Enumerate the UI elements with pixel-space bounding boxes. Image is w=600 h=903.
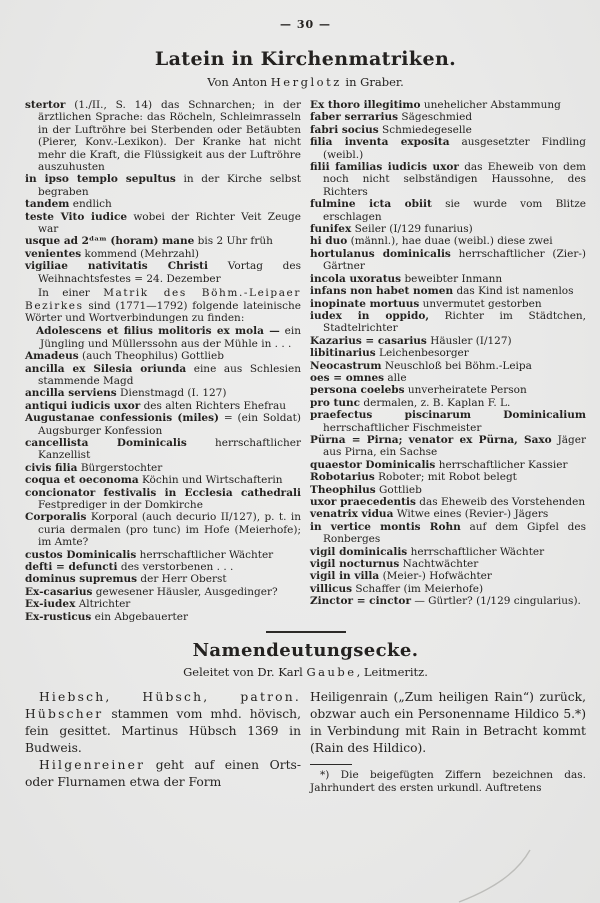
latin-term: Augustanae confessionis (miles) [25,412,219,425]
byline-post: , Leitmeritz. [356,665,428,680]
dictionary-entry [25,173,301,198]
byline-pre: Von Anton [207,75,271,89]
dictionary-entry [310,471,586,483]
intro-pre: In einer [38,287,104,300]
german-gloss: Neuschloß bei Böhm.-Leipa [384,359,532,372]
german-gloss: herrschaftlicher Kanzellist [38,436,301,462]
dictionary-entry [25,211,301,236]
german-gloss: (männl.), hae duae (weibl.) diese zwei [350,235,553,248]
latin-term: Ex-iudex [25,598,76,611]
dictionary-entry [310,198,586,223]
dictionary-entry [310,161,586,198]
paragraph-text: geht auf einen Orts- oder Flurnamen etwa der Form [25,758,301,790]
latin-term: vigil nocturnus [310,558,400,571]
intro-spaced: Matrik des Böhm.-Leipaer Bezirkes [25,287,301,312]
latin-term: hortulanus dominicalis [310,247,451,260]
dictionary-entry [310,496,586,508]
dictionary-entry [25,260,301,285]
latin-term: ancilla serviens [25,387,117,400]
dictionary-entry [310,298,586,310]
latin-term: inopinate mortuus [310,297,420,310]
german-gloss: dermalen, z. B. Kaplan F. L. [363,396,511,409]
name-interpretation-paragraph [25,689,301,757]
byline-author-name: Herglotz [270,75,342,89]
latin-term: usque ad 2ᵈᵃᵐ (horam) mane [25,235,195,248]
dictionary-entry [310,409,586,434]
latin-term: hi duo [310,235,348,248]
dictionary-entry [25,400,301,412]
dictionary-entry [25,99,301,173]
dictionary-entry [310,595,586,607]
german-gloss: des alten Richters Ehefrau [143,399,287,412]
german-gloss: eine aus Schlesien stammende Magd [38,362,301,387]
section-divider-rule [266,631,346,633]
dictionary-entry [25,198,301,210]
dictionary-entry [310,248,586,273]
latin-term: incola uxoratus [310,272,402,285]
intro-post: sind (1771—1792) folgende lateinische Wörter und Wortverbindungen zu finden: [25,299,301,324]
dictionary-entry [310,397,586,409]
dictionary-entry [25,387,301,399]
latin-term: Adolescens et filius molitoris ex mola — [36,325,280,338]
german-gloss: sie wurde vom Blitze erschlagen [323,198,586,223]
latin-term: Zinctor = cinctor [310,595,411,608]
german-gloss: ausgesetzter Findling (weibl.) [323,136,586,161]
entry-list-right [310,99,586,608]
latin-term: Pürna = Pirna; venator ex Pürna, Saxo [310,433,552,446]
german-gloss: = (ein Soldat) Augsburger Konfession [38,412,301,437]
german-gloss: kommend (Mehrzahl) [84,247,200,260]
dictionary-entry [310,310,586,335]
dictionary-entry [25,549,301,561]
german-gloss: endlich [72,198,112,211]
german-gloss: (Meier-) Hofwächter [382,570,492,583]
intro-paragraph [25,287,301,324]
latin-term: cancellista Dominicalis [25,436,187,449]
byline-pre: Geleitet von Dr. Karl [183,665,307,680]
namen-left-column [25,689,301,795]
german-gloss: gewesener Häusler, Ausgedinger? [95,585,278,598]
german-gloss: — Gürtler? (1/129 cingularius). [414,595,581,608]
dictionary-entry [25,462,301,474]
article-namendeutungsecke [25,640,586,795]
german-gloss: (1./II., S. 14) das Schnarchen; in der ärztlichen Sprache: das Röcheln, Schleimrasseln in der Luftröhre bei Sterbenden oder Betäubten (Pierer, Konv.-Lexikon). Der Kranke hat nicht mehr die Kraft, die Flüssigkeit aus der Luftröhre auszuhusten [38,99,302,174]
german-gloss: Roboter; mit Robot belegt [378,471,517,484]
latin-term: vigil in villa [310,570,380,583]
german-gloss: Vortag des Weihnachtsfestes = 24. Dezember [38,260,302,285]
dictionary-entry [310,384,586,396]
latin-term: dominus supremus [25,573,138,586]
german-gloss: herrschaftlicher (Zier-) Gärtner [323,247,586,273]
german-gloss: wobei der Richter Veit Zeuge war [38,210,301,236]
footnote-rule [310,764,352,765]
latin-term: tandem [25,198,70,211]
dictionary-entry [310,99,586,111]
german-gloss: Nachtwächter [402,558,479,571]
dictionary-entry [25,363,301,388]
german-gloss: Bürgerstochter [80,461,163,474]
latin-term: ancilla ex Silesia oriunda [25,362,187,375]
latin-term: persona coelebs [310,384,405,397]
dictionary-entry [25,561,301,573]
german-gloss: das Eheweib des Vorstehenden [419,496,586,508]
article-latein-title: Latein in Kirchenmatriken. [154,48,457,70]
german-gloss: Leichenbesorger [379,347,469,360]
footnote-text: *) Die beigefügten Ziffern bezeichnen das. Jahrhundert des ersten urkundl. Auftretens [310,769,586,795]
dictionary-entry [310,583,586,595]
german-gloss: unvermutet gestorben [422,297,542,310]
name-interpretation-paragraph [25,757,301,791]
paragraph-text: stammen vom mhd. hövisch, fein gesittet. Martinus Hübsch 1369 in Budweis. [25,707,301,756]
german-gloss: Seiler (I/129 funarius) [354,223,473,236]
dictionary-entry [310,136,586,161]
german-gloss: Richter im Städtchen, Stadtelrichter [323,309,587,335]
latin-term: vigiliae nativitatis Christi [25,260,209,273]
latin-term: antiqui iudicis uxor [25,399,141,412]
latin-term: Kazarius = casarius [310,334,427,347]
dictionary-entry [25,235,301,247]
german-gloss: Köchin und Wirtschafterin [142,474,283,487]
continuation-paragraph: Heiligenrain („Zum heiligen Rain“) zurück, obzwar auch ein Personenname Hildico 5.*) in Verbindung mit Rain in Betracht kommt (Rain des Hildico). [310,690,586,756]
latin-term: filii familias iudicis uxor [310,161,459,174]
article-latein-byline [25,75,586,89]
dictionary-entry [25,248,301,260]
german-gloss: Festprediger in der Domkirche [38,499,203,511]
article-latein [25,48,586,623]
german-gloss: Witwe eines (Revier-) Jägers [396,508,549,521]
german-gloss: der Herr Oberst [140,573,227,586]
german-gloss: Jäger aus Pirna, ein Sachse [323,433,587,459]
dictionary-entry [310,521,586,546]
german-gloss: unverheiratete Person [407,384,527,397]
latin-term: fulmine icta obiit [310,198,432,211]
dictionary-entry [310,285,586,297]
german-gloss: herrschaftlicher Wächter [139,548,274,561]
dictionary-entry [310,459,586,471]
latin-term: stertor [25,99,66,111]
german-gloss: unehelicher Abstammung [423,99,561,111]
latin-term: coqua et oeconoma [25,474,139,487]
german-gloss: ein Jüngling und Müllerssohn aus der Mühle in . . . [40,325,301,350]
latin-term: faber serrarius [310,111,399,124]
latin-term: Ex thoro illegitimo [310,99,421,111]
latin-term: Theophilus [310,483,376,496]
latin-term: oes = omnes [310,371,385,384]
german-gloss: das Kind ist namenlos [456,285,574,298]
entry-list-left-bottom [25,325,301,623]
latin-term: Ex-casarius [25,585,93,598]
dictionary-entry [25,412,301,437]
dictionary-entry [310,570,586,582]
page-number: — 30 — [280,18,331,31]
latin-term: concionator festivalis in Ecclesia cathedrali [25,486,301,499]
glossary-left-column [25,99,301,623]
dictionary-entry [310,273,586,285]
german-gloss: Schaffer (im Meierhofe) [355,582,484,595]
latin-term: quaestor Dominicalis [310,458,436,471]
article-namen-byline [25,665,586,679]
german-gloss: Gottlieb [378,483,422,496]
dictionary-entry [310,335,586,347]
dictionary-entry [25,598,301,610]
latin-term: iudex in oppido, [310,309,430,322]
dictionary-entry [310,434,586,459]
latin-term: custos Dominicalis [25,548,137,561]
german-gloss: ein Abgebauerter [94,610,188,623]
latin-term: fabri socius [310,123,379,136]
german-gloss: Sägeschmied [401,111,473,124]
latin-term: Ex-rusticus [25,610,92,623]
dictionary-entry [25,511,301,548]
glossary-columns [25,99,586,623]
namen-right-column [310,689,586,795]
scan-artifact-curve [455,845,535,903]
dictionary-entry [25,350,301,362]
dictionary-entry [310,111,586,123]
german-gloss: Häusler (I/127) [430,334,512,347]
dictionary-entry [310,508,586,520]
latin-term: defti = defuncti [25,561,118,574]
dictionary-entry [310,558,586,570]
latin-term: venatrix vidua [310,508,394,521]
latin-term: teste Vito iudice [25,210,128,223]
dictionary-entry [310,484,586,496]
byline-post: in Graber. [341,75,404,89]
entry-list-left-top [25,99,301,285]
article-namen-title: Namendeutungsecke. [192,640,419,662]
latin-term: Robotarius [310,471,375,484]
german-gloss: herrschaftlicher Kassier [438,458,568,471]
german-gloss: auf dem Gipfel des Ronberges [323,520,586,546]
dictionary-entry [310,124,586,136]
dictionary-entry [25,586,301,598]
surname-lead: Hiebsch, Hübsch, patron. Hübscher [25,690,301,722]
german-gloss: Dienstmagd (I. 127) [120,387,227,400]
latin-term: civis filia [25,461,78,474]
byline-editor-name: Gaube [306,665,357,680]
latin-term: praefectus piscinarum Dominicalium [310,409,586,422]
latin-term: in ipso templo sepultus [25,173,176,186]
dictionary-entry [310,347,586,359]
dictionary-entry [25,573,301,585]
german-gloss: das Eheweib von dem noch nicht selbständigen Haussohne, des Richters [323,161,587,198]
latin-term: pro tunc [310,396,361,409]
latin-term: venientes [25,247,82,260]
dictionary-entry [310,372,586,384]
latin-term: funifex [310,223,352,236]
glossary-right-column [310,99,586,623]
dictionary-entry [25,437,301,462]
namen-paragraph-list [25,689,301,791]
latin-term: filia inventa exposita [310,136,450,149]
german-gloss: beweibter Inmann [404,272,503,285]
german-gloss: herrschaftlicher Fischmeister [323,421,482,434]
latin-term: Neocastrum [310,359,382,372]
latin-term: libitinarius [310,347,376,360]
latin-term: Corporalis [25,511,87,524]
german-gloss: Korporal (auch decurio II/127), p. t. in curia dermalen (pro tunc) im Hofe (Meierhofe); im Amte? [38,511,301,549]
german-gloss: alle [387,371,407,384]
german-gloss: (auch Theophilus) Gottlieb [81,350,224,363]
latin-term: Amadeus [25,350,79,363]
dictionary-entry [310,235,586,247]
german-gloss: Altrichter [78,598,131,611]
dictionary-entry [310,360,586,372]
dictionary-entry [25,487,301,512]
german-gloss: Schmiedegeselle [382,123,472,136]
german-gloss: bis 2 Uhr früh [197,235,273,248]
german-gloss: herrschaftlicher Wächter [410,545,545,558]
dictionary-entry [25,474,301,486]
dictionary-entry [25,611,301,623]
dictionary-entry [310,223,586,235]
latin-term: villicus [310,582,352,595]
latin-term: infans non habet nomen [310,285,454,298]
dictionary-entry [36,325,301,350]
latin-term: in vertice montis Rohn [310,520,461,533]
german-gloss: in der Kirche selbst begraben [38,173,301,198]
surname-lead: Hilgenreiner [39,758,146,773]
dictionary-entry [310,546,586,558]
namen-columns [25,689,586,795]
latin-term: uxor praecedentis [310,496,416,508]
latin-term: vigil dominicalis [310,545,408,558]
german-gloss: des verstorbenen . . . [120,561,234,574]
